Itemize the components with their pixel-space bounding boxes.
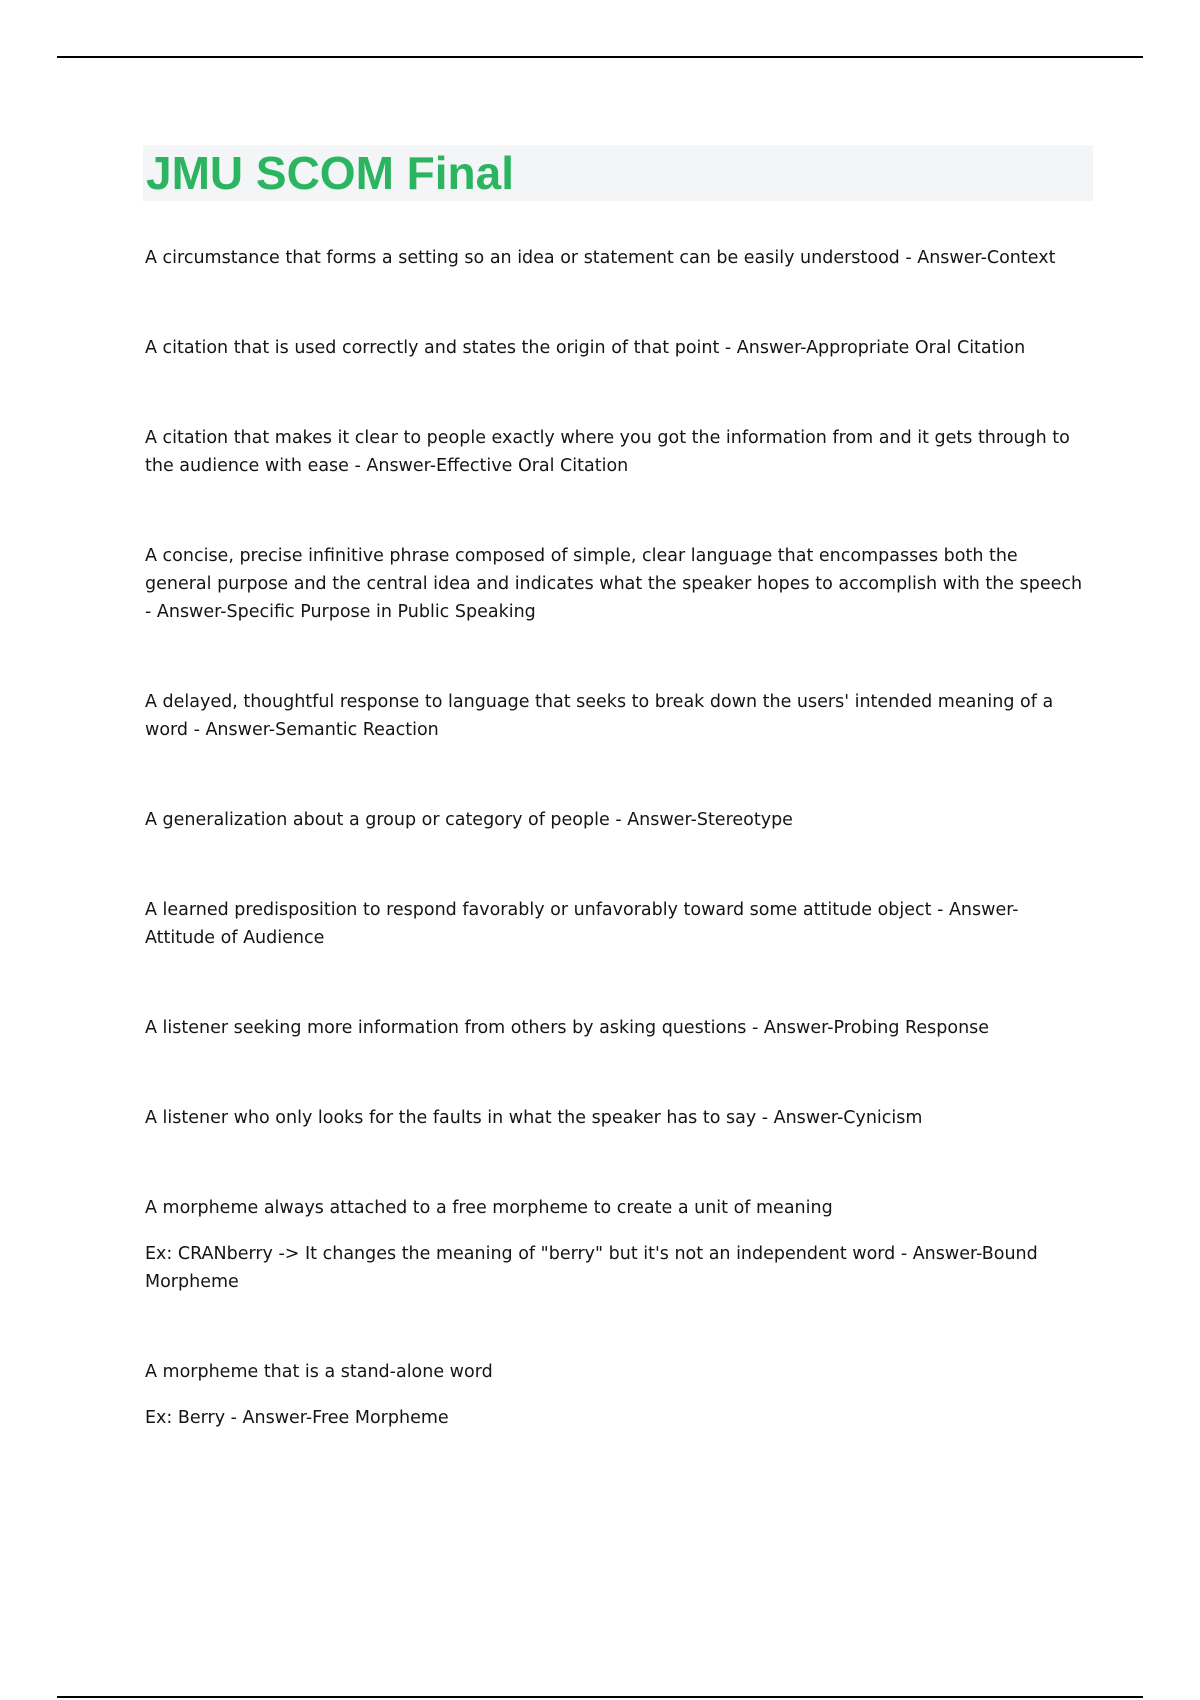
flashcard-entry: [145, 244, 1085, 272]
flashcard-entry: [145, 334, 1085, 362]
entry-text: A concise, precise infinitive phrase composed of simple, clear language that encompasses both the general purpose and the central idea and indicates what the speaker hopes to accomplish with the speech - Answer-Specific Purpose in Public Speaking: [145, 546, 1083, 622]
entry-text: A morpheme that is a stand-alone word: [145, 1362, 493, 1382]
document-title: JMU SCOM Final: [146, 147, 515, 199]
top-rule: [57, 56, 1143, 58]
entry-text: A learned predisposition to respond favorably or unfavorably toward some attitude object - Answer-Attitude of Audience: [145, 900, 1019, 948]
flashcard-entry: [145, 1358, 1085, 1432]
entry-text: A generalization about a group or category of people - Answer-Stereotype: [145, 810, 793, 830]
flashcard-entry: [145, 542, 1085, 626]
entry-text: A citation that is used correctly and states the origin of that point - Answer-Appropriate Oral Citation: [145, 338, 1026, 358]
flashcard-entry: [145, 688, 1085, 744]
entry-example: Ex: CRANberry -> It changes the meaning of "berry" but it's not an independent word - Answer-Bound Morpheme: [145, 1244, 1038, 1292]
flashcard-list: [145, 244, 1085, 1494]
flashcard-entry: [145, 1194, 1085, 1296]
entry-example: Ex: Berry - Answer-Free Morpheme: [145, 1408, 449, 1428]
entry-text: A circumstance that forms a setting so an idea or statement can be easily understood - Answer-Context: [145, 248, 1056, 268]
entry-text: A listener who only looks for the faults in what the speaker has to say - Answer-Cynicism: [145, 1108, 923, 1128]
flashcard-entry: [145, 424, 1085, 480]
entry-text: A listener seeking more information from others by asking questions - Answer-Probing Response: [145, 1018, 990, 1038]
entry-text: A delayed, thoughtful response to language that seeks to break down the users' intended meaning of a word - Answer-Semantic Reaction: [145, 692, 1054, 740]
flashcard-entry: [145, 1014, 1085, 1042]
flashcard-entry: [145, 1104, 1085, 1132]
entry-text: A citation that makes it clear to people exactly where you got the information from and it gets through to the audience with ease - Answer-Effective Oral Citation: [145, 428, 1070, 476]
bottom-rule: [57, 1696, 1143, 1698]
flashcard-entry: [145, 806, 1085, 834]
entry-text: A morpheme always attached to a free morpheme to create a unit of meaning: [145, 1198, 833, 1218]
flashcard-entry: [145, 896, 1085, 952]
